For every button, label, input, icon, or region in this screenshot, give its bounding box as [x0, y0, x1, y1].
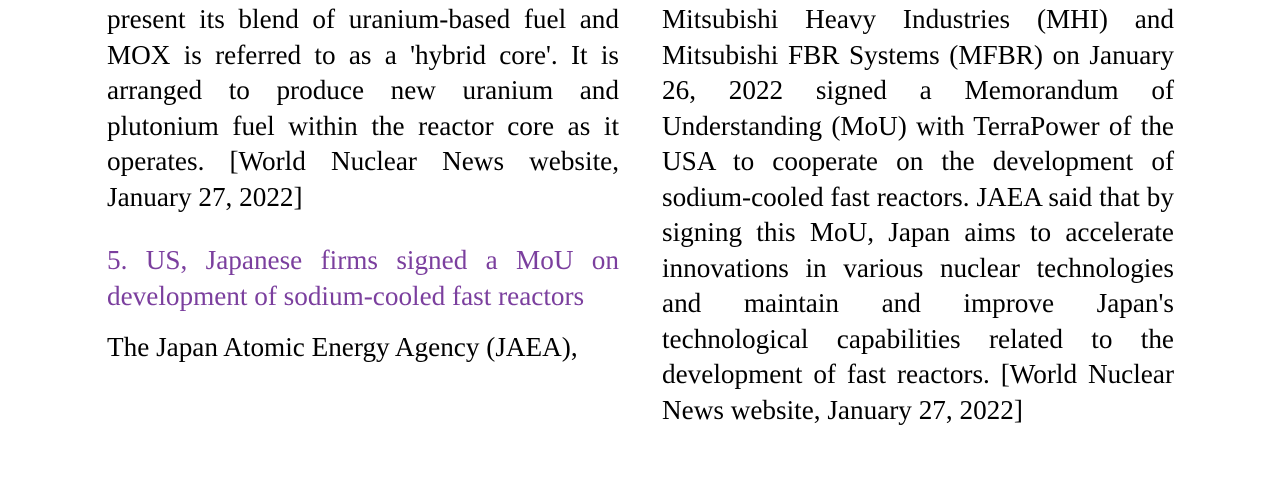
left-paragraph-continued: present its blend of uranium-based fuel and MOX is referred to as a 'hybrid core'. It is arranged to produce new uranium and plutonium fuel within the reactor core as it operates. [World Nuclear News website, January 27, 2022] [107, 4, 619, 212]
right-column [662, 2, 1174, 428]
left-paragraph-start: The Japan Atomic Energy Agency (JAEA), [107, 332, 578, 362]
section-heading: 5. US, Japanese firms signed a MoU on development of sodium-cooled fast reactors [107, 245, 619, 311]
right-paragraph-continued: Mitsubishi Heavy Industries (MHI) and Mitsubishi FBR Systems (MFBR) on January 26, 2022 signed a Memorandum of Understanding (MoU) with TerraPower of the USA to cooperate on the development of sodium-cooled fast reactors. JAEA said that by signing this MoU, Japan aims to accelerate innovations in various nuclear technologies and maintain and improve Japan's technological capabilities related to the development of fast reactors. [World Nuclear News website, January 27, 2022] [662, 4, 1174, 425]
left-column [107, 2, 619, 366]
